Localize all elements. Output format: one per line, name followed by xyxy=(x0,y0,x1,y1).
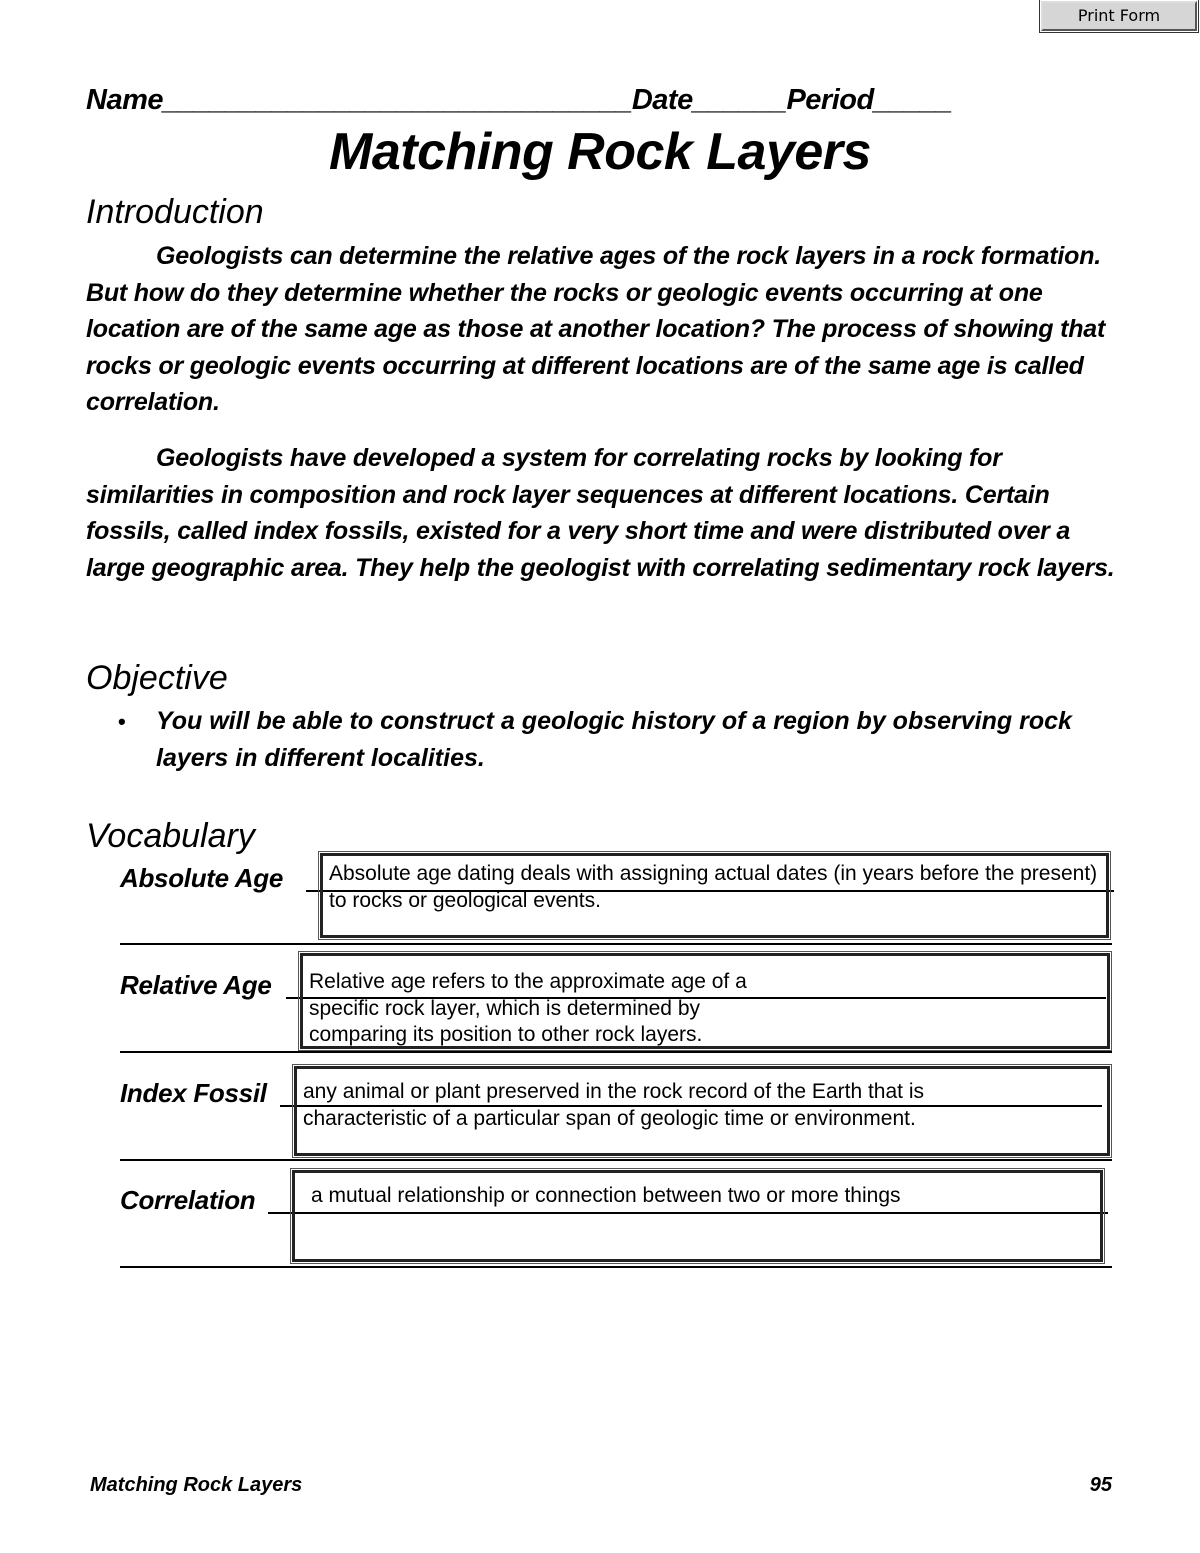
definition-field-index-fossil[interactable] xyxy=(294,1066,1110,1156)
vocab-term-correlation: Correlation xyxy=(120,1185,256,1215)
row-divider xyxy=(120,1051,1112,1053)
print-form-button[interactable]: Print Form xyxy=(1041,1,1197,31)
definition-text: a mutual relationship or connection between two or more things xyxy=(311,1184,901,1207)
definition-text-wrap xyxy=(303,1079,1023,1132)
intro-paragraph-1: Geologists can determine the relative ages of the rock layers in a rock formation. But how do they determine whether the rocks or geologic events occurring at one location are of the same age as those at another location? The process of showing that rocks or geologic events occurring at different locations are of the same age is called correlation. xyxy=(86,242,1106,416)
page-title: Matching Rock Layers xyxy=(329,123,871,181)
definition-text: any animal or plant preserved in the rock record of the Earth that is characteristic of a particular span of geologic time or environment. xyxy=(303,1080,924,1130)
objective-list-item xyxy=(118,703,1118,777)
definition-field-absolute-age[interactable] xyxy=(320,853,1109,938)
objective-heading: Objective xyxy=(86,659,228,697)
introduction-heading: Introduction xyxy=(86,193,264,231)
definition-field-correlation[interactable] xyxy=(292,1170,1103,1262)
vocab-term-index-fossil: Index Fossil xyxy=(120,1078,267,1108)
vocab-term-relative-age: Relative Age xyxy=(120,970,272,1000)
row-divider xyxy=(120,943,1112,945)
definition-text: Relative age refers to the approximate age of a specific rock layer, which is determined by comparing its position to other rock layers. xyxy=(309,970,747,1046)
definition-text: Absolute age dating deals with assigning actual dates (in years before the present) to rocks or geological events. xyxy=(329,862,1098,912)
bullet-icon: • xyxy=(118,709,126,734)
page-number: 95 xyxy=(1089,1474,1112,1496)
row-divider xyxy=(120,1159,1112,1161)
name-date-period-line: Name______________________________Date______Period_____ xyxy=(86,84,952,116)
definition-text-wrap xyxy=(309,969,789,1049)
row-divider xyxy=(120,1266,1112,1268)
objective-text: You will be able to construct a geologic history of a region by observing rock layers in different localities. xyxy=(156,707,1072,772)
vocabulary-heading: Vocabulary xyxy=(86,817,255,855)
intro-paragraph-2: Geologists have developed a system for correlating rocks by looking for similarities in composition and rock layer sequences at different locations. Certain fossils, called index fossils, existed for a very short time and were distributed over a large geographic area. They help the geologist with correlating sedimentary rock layers. xyxy=(86,444,1115,582)
definition-field-relative-age[interactable] xyxy=(300,953,1110,1049)
vocab-term-absolute-age: Absolute Age xyxy=(120,863,284,893)
footer-title: Matching Rock Layers xyxy=(90,1474,303,1496)
